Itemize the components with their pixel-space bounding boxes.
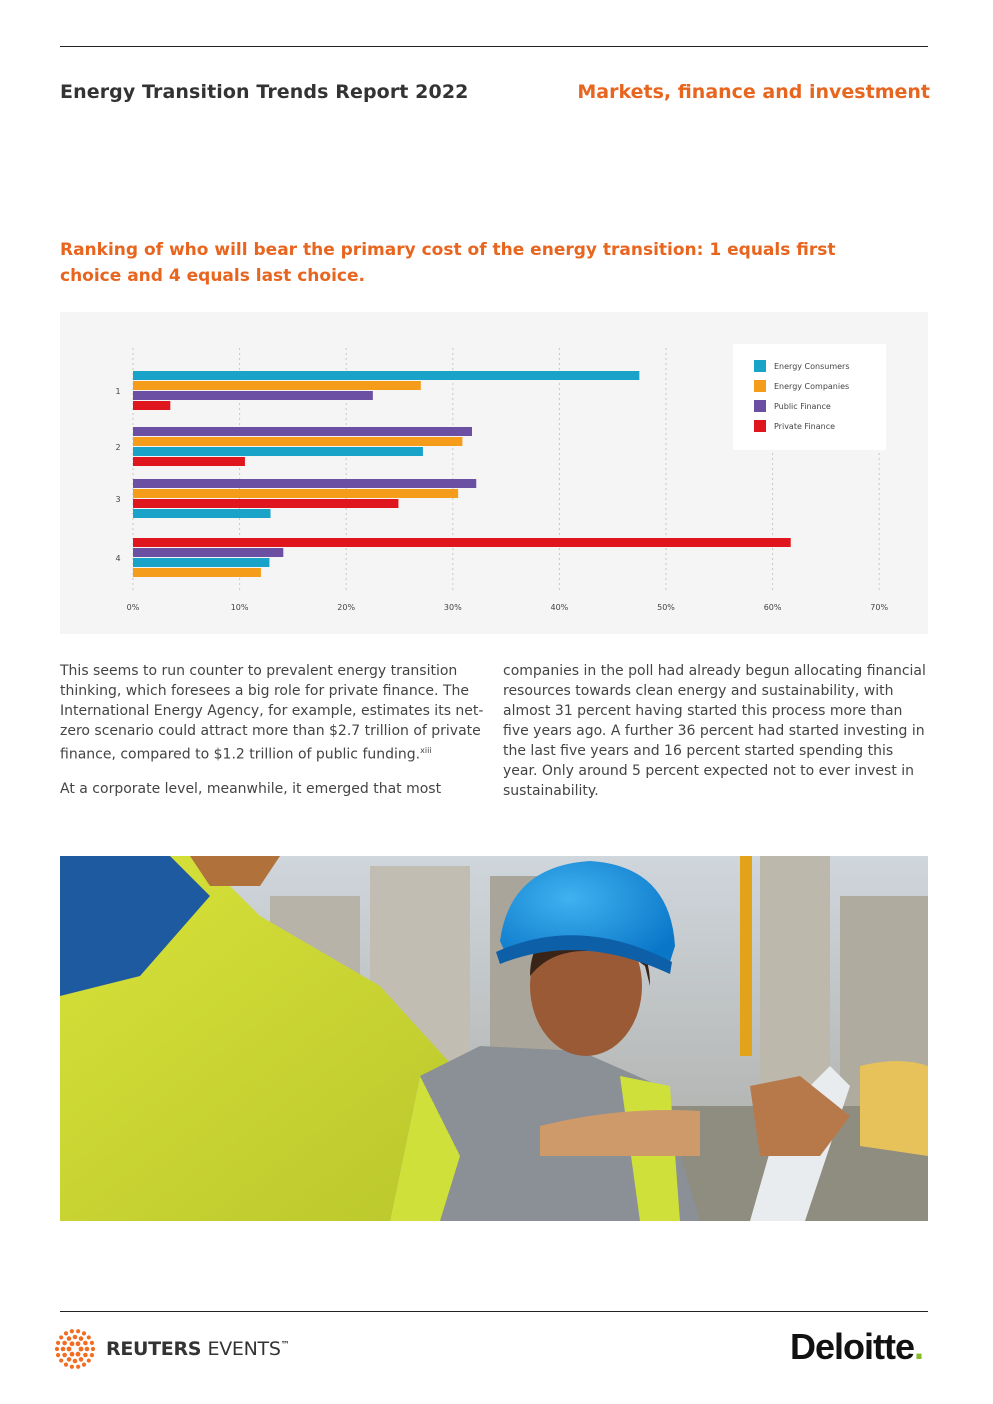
x-tick-label: 20% xyxy=(337,603,356,612)
y-category-label: 4 xyxy=(115,554,121,563)
bar xyxy=(133,381,421,390)
logo-dot xyxy=(70,1341,75,1346)
bar xyxy=(133,489,458,498)
logo-dot xyxy=(67,1357,72,1362)
bar xyxy=(133,568,261,577)
logo-dot xyxy=(64,1331,68,1335)
legend-label: Energy Companies xyxy=(774,382,850,391)
logo-dot xyxy=(87,1358,91,1362)
x-tick-label: 0% xyxy=(126,603,140,612)
bar xyxy=(133,548,283,557)
logo-dot xyxy=(82,1362,86,1366)
logo-dot xyxy=(70,1365,74,1369)
bar xyxy=(133,538,791,547)
logo-dot xyxy=(79,1357,84,1362)
logo-dot xyxy=(62,1341,67,1346)
bar xyxy=(133,371,639,380)
chart-title: Ranking of who will bear the primary cost of the energy transition: 1 equals first choice and 4 equals last choice. xyxy=(60,240,836,286)
legend-swatch xyxy=(754,420,766,432)
body-column-2 xyxy=(503,661,928,815)
bar xyxy=(133,427,472,436)
legend-box xyxy=(733,344,886,450)
logo-dot xyxy=(83,1353,88,1358)
x-tick-label: 10% xyxy=(230,603,249,612)
logo-dot xyxy=(67,1347,72,1352)
y-category-label: 3 xyxy=(115,495,121,504)
bar xyxy=(133,391,373,400)
bar xyxy=(133,457,245,466)
bar xyxy=(133,401,170,410)
logo-dot xyxy=(90,1353,94,1357)
logo-dot xyxy=(73,1359,78,1364)
legend-label: Energy Consumers xyxy=(774,362,850,371)
footnote-ref: xiii xyxy=(420,746,432,755)
logo-dot xyxy=(73,1335,78,1340)
logo-dot xyxy=(87,1335,91,1339)
chart-panel xyxy=(60,312,928,634)
logo-dot xyxy=(70,1329,74,1333)
logo-dot xyxy=(85,1347,90,1352)
legend-swatch xyxy=(754,360,766,372)
logo-dot xyxy=(59,1358,63,1362)
reuters-wordmark: REUTERS EVENTS™ xyxy=(106,1338,290,1360)
bar xyxy=(133,437,462,446)
x-tick-label: 30% xyxy=(443,603,462,612)
logo-dot xyxy=(91,1347,95,1351)
body-column-1 xyxy=(60,661,490,813)
logo-dot xyxy=(76,1329,80,1333)
bar xyxy=(133,447,423,456)
deloitte-logo: Deloitte. xyxy=(789,1326,923,1367)
legend-swatch xyxy=(754,380,766,392)
bar xyxy=(133,558,269,567)
logo-dot xyxy=(55,1347,59,1351)
x-tick-label: 70% xyxy=(870,603,889,612)
logo-dot xyxy=(70,1352,75,1357)
bottom-rule xyxy=(60,1311,928,1312)
x-tick-label: 50% xyxy=(657,603,675,612)
section-title: Markets, finance and investment xyxy=(577,81,930,103)
legend-label: Public Finance xyxy=(774,402,831,411)
legend-label: Private Finance xyxy=(774,422,836,431)
y-category-label: 1 xyxy=(115,387,121,396)
paragraph: At a corporate level, meanwhile, it emerged that most xyxy=(60,780,442,797)
logo-dot xyxy=(76,1341,81,1346)
bar xyxy=(133,479,476,488)
paragraph-text: This seems to run counter to prevalent energy transition thinking, which foresees a big role for private finance. The International Energy Agency, for example, estimates its net-zero scenario could attract more than $2.7 trillion of private finance, compared to $1.2 trillion of public funding. xyxy=(60,663,484,763)
paragraph: companies in the poll had already begun allocating financial resources towards clean energy and sustainability, with almost 31 percent having started this process more than five years ago. A further 36 percent had started investing in the last five years and 16 percent started spending this year. Only around 5 percent expected not to ever invest in sustainability. xyxy=(503,663,926,799)
x-tick-label: 40% xyxy=(550,603,569,612)
logo-dot xyxy=(56,1353,60,1357)
reuters-events-logo xyxy=(52,1328,289,1370)
paragraph xyxy=(60,661,490,765)
logo-dot xyxy=(62,1353,67,1358)
logo-dot xyxy=(82,1331,86,1335)
logo-dot xyxy=(76,1352,81,1357)
x-tick-label: 60% xyxy=(763,603,782,612)
reuters-dots-icon xyxy=(52,1326,98,1372)
logo-dot xyxy=(67,1336,72,1341)
logo-dot xyxy=(83,1341,88,1346)
bar xyxy=(133,499,398,508)
logo-dot xyxy=(64,1362,68,1366)
logo-dot xyxy=(76,1365,80,1369)
top-rule xyxy=(60,46,928,47)
y-category-label: 2 xyxy=(115,443,121,452)
bar-chart xyxy=(60,312,928,634)
logo-dot xyxy=(61,1347,66,1352)
logo-dot xyxy=(79,1336,84,1341)
logo-dot xyxy=(59,1335,63,1339)
logo-dot xyxy=(90,1341,94,1345)
report-title: Energy Transition Trends Report 2022 xyxy=(60,81,469,103)
bar xyxy=(133,509,271,518)
logo-dot xyxy=(79,1347,84,1352)
legend-swatch xyxy=(754,400,766,412)
photo-workers-with-tablet xyxy=(60,856,928,1221)
logo-dot xyxy=(56,1341,60,1345)
